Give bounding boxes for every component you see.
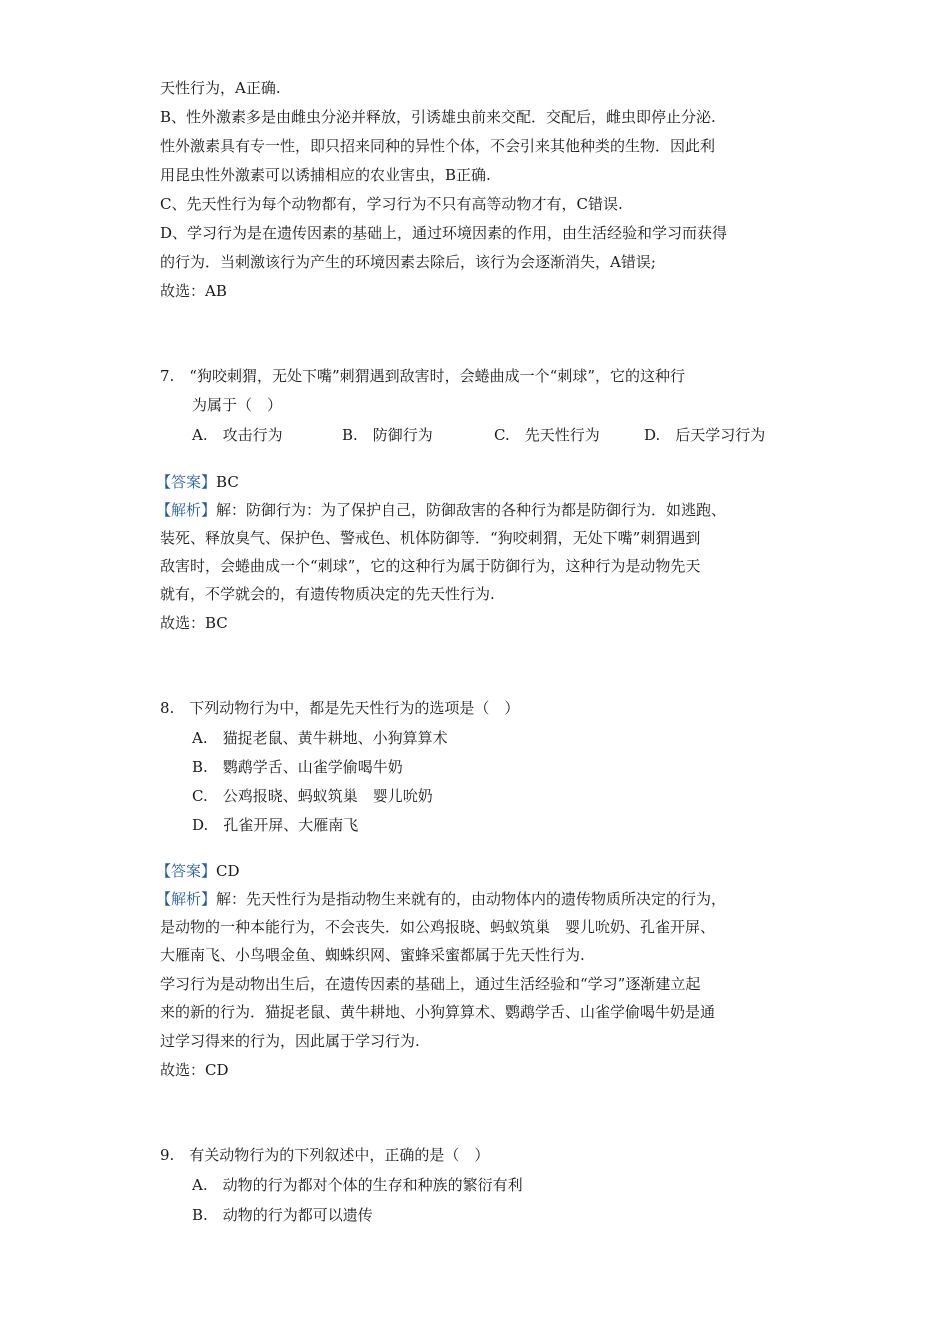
text-line: 性外激素具有专一性，即只招来同种的异性个体，不会引来其他种类的生物．因此利 <box>160 137 716 155</box>
option-c: C. 先天性行为 <box>494 426 600 444</box>
text-line: 的行为．当刺激该行为产生的环境因素去除后，该行为会逐渐消失，A错误; <box>160 253 656 271</box>
answer-value: BC <box>216 473 239 491</box>
option-c: C. 公鸡报晓、蚂蚁筑巢 婴儿吮奶 <box>192 787 433 805</box>
answer-tag: 【答案】 <box>156 473 217 491</box>
analysis-text: 故选：BC <box>160 614 228 632</box>
text-line: D、学习行为是在遗传因素的基础上，通过环境因素的作用，由生活经验和学习而获得 <box>160 224 728 242</box>
question-stem: 8. 下列动物行为中，都是先天性行为的选项是（ ） <box>160 699 520 717</box>
option-d: D. 孔雀开屏、大雁南飞 <box>192 816 359 834</box>
analysis-tag: 【解析】 <box>156 501 217 519</box>
analysis-text: 大雁南飞、小鸟喂金鱼、蜘蛛织网、蜜蜂采蜜都属于先天性行为. <box>160 946 585 964</box>
option-a: A. 动物的行为都对个体的生存和种族的繁衍有利 <box>192 1176 523 1194</box>
question-stem: 9. 有关动物行为的下列叙述中，正确的是（ ） <box>160 1146 490 1164</box>
text-line: 用昆虫性外激素可以诱捕相应的农业害虫，B正确. <box>160 166 491 184</box>
answer-line <box>156 861 240 881</box>
answer-line <box>156 472 239 492</box>
question-stem: 7. “狗咬刺猬，无处下嘴”刺猬遇到敌害时，会蜷曲成一个“刺球”，它的这种行 <box>160 367 685 385</box>
analysis-line <box>156 500 726 520</box>
analysis-text: 学习行为是动物出生后，在遗传因素的基础上，通过生活经验和“学习”逐渐建立起 <box>160 975 701 993</box>
answer-value: CD <box>216 862 240 880</box>
option-a: A. 猫捉老鼠、黄牛耕地、小狗算算术 <box>192 729 448 747</box>
analysis-text: 装死、释放臭气、保护色、警戒色、机体防御等．“狗咬刺猬，无处下嘴”刺猬遇到 <box>160 529 701 547</box>
analysis-text: 过学习得来的行为，因此属于学习行为. <box>160 1032 420 1050</box>
text-line: 故选：AB <box>160 282 227 300</box>
option-a: A. 攻击行为 <box>192 426 283 444</box>
option-d: D. 后天学习行为 <box>644 426 766 444</box>
analysis-text: 解：防御行为：为了保护自己，防御敌害的各种行为都是防御行为．如逃跑、 <box>216 501 727 519</box>
text-line: 天性行为，A正确. <box>160 79 281 97</box>
option-b: B. 鹦鹉学舌、山雀学偷喝牛奶 <box>192 758 403 776</box>
analysis-text: 故选：CD <box>160 1061 229 1079</box>
option-b: B. 动物的行为都可以遗传 <box>192 1206 373 1224</box>
analysis-text: 来的新的行为．猫捉老鼠、黄牛耕地、小狗算算术、鹦鹉学舌、山雀学偷喝牛奶是通 <box>160 1003 716 1021</box>
answer-tag: 【答案】 <box>156 862 217 880</box>
analysis-text: 就有，不学就会的，有遗传物质决定的先天性行为. <box>160 585 495 603</box>
analysis-text: 解：先天性行为是指动物生来就有的，由动物体内的遗传物质所决定的行为， <box>216 890 727 908</box>
text-line: B、性外激素多是由雌虫分泌并释放，引诱雄虫前来交配．交配后，雌虫即停止分泌. <box>160 108 716 126</box>
analysis-line <box>156 889 726 909</box>
text-line: C、先天性行为每个动物都有，学习行为不只有高等动物才有，C错误. <box>160 195 623 213</box>
analysis-text: 敌害时，会蜷曲成一个“刺球”，它的这种行为属于防御行为，这种行为是动物先天 <box>160 557 701 575</box>
analysis-tag: 【解析】 <box>156 890 217 908</box>
question-stem: 为属于（ ） <box>192 396 283 414</box>
analysis-text: 是动物的一种本能行为，不会丧失．如公鸡报晓、蚂蚁筑巢 婴儿吮奶、孔雀开屏、 <box>160 918 716 936</box>
option-b: B. 防御行为 <box>342 426 433 444</box>
